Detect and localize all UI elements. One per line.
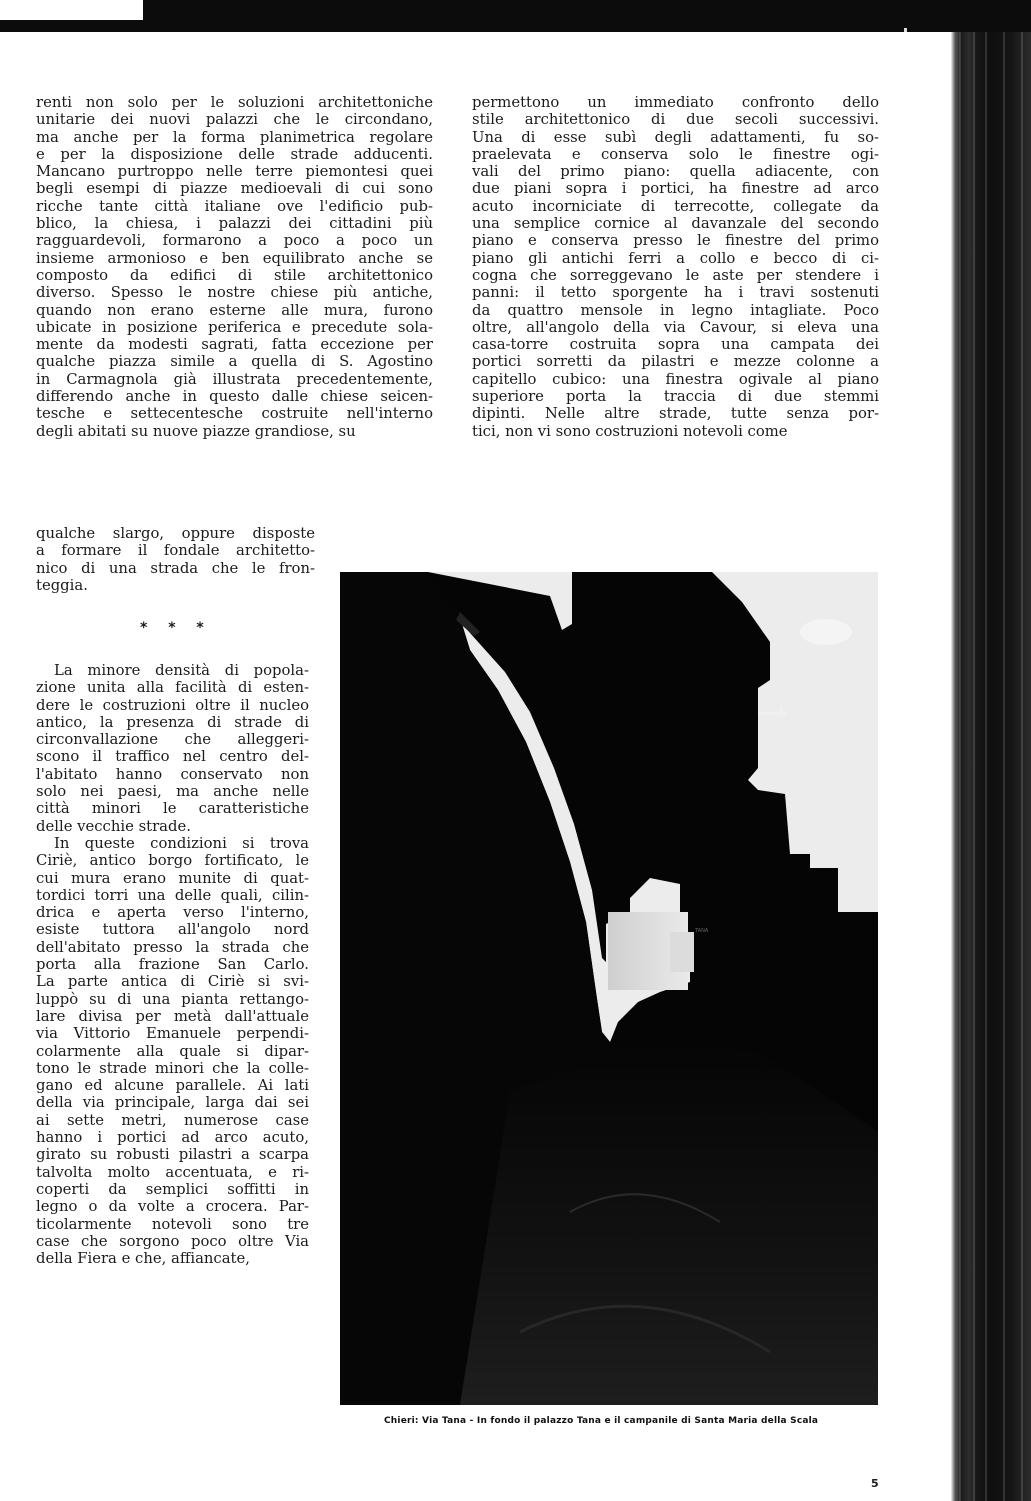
text-line: blico, la chiesa, i palazzi dei cittadini più [36,215,433,233]
scan-border-notch [0,0,143,20]
palazzo-tana-wall [670,932,694,972]
text-line: La minore densità di popola- [54,662,309,679]
left-column-top-text [36,94,433,440]
text-line: porta alla frazione San Carlo. [36,956,309,974]
text-line: cui mura erano munite di quat- [36,869,309,887]
text-line: da quattro mensole in legno intagliate. Poco [472,301,879,319]
text-line: Mancano purtroppo nelle terre piemontesi quei [36,163,433,181]
text-line: dell'abitato presso la strada che [36,938,309,956]
text-line: della via principale, larga dai sei [36,1094,309,1112]
text-line: hanno i portici ad arco acuto, [36,1129,309,1147]
text-line: begli esempi di piazze medioevali di cui sono [36,180,433,198]
text-line: ai sette metri, numerose case [36,1111,309,1129]
text-line: due piani sopra i portici, ha finestre ad arco [472,180,879,198]
text-line: In queste condizioni si trova [54,834,309,852]
text-line: coperti da semplici soffitti in [36,1180,309,1198]
text-line: ma anche per la forma planimetrica regolare [36,128,433,146]
spine-ridge [1021,32,1023,1501]
text-line: colarmente alla quale si dipar- [36,1042,309,1060]
street-pavement [460,1042,878,1405]
photo-caption: Chieri: Via Tana - In fondo il palazzo Tana e il campanile di Santa Maria della Scala [384,1416,819,1426]
text-line: antico, la presenza di strade di [36,713,309,731]
text-line: insieme armonioso e ben equilibrato anche se [36,249,433,267]
text-line: teggia. [36,576,88,594]
text-line: permettono un immediato confronto dello [472,94,879,111]
text-line: stile architettonico di due secoli successivi. [472,111,879,129]
text-line: mente da modesti sagrati, fatta eccezione per [36,336,433,354]
text-line: ragguardevoli, formarono a poco a poco un [36,232,433,250]
text-line: La parte antica di Ciriè si svi- [36,973,309,991]
street-sign-text: TANA [695,928,709,934]
text-line: città minori le caratteristiche [36,800,309,818]
text-line: l'abitato hanno conservato non [36,765,309,783]
text-line: esiste tuttora all'angolo nord [36,921,309,939]
spine-ridge [973,32,975,1501]
right-column-text [472,94,879,440]
text-line: tono le strade minori che la colle- [36,1059,309,1077]
spine-ridge [959,32,961,1501]
scan-top-border [0,0,1031,32]
photo-illustration [340,572,878,1405]
text-line: degli abitati su nuove piazze grandiose, su [36,422,356,440]
street-lamp [800,619,852,645]
text-line: unitarie dei nuovi palazzi che le circondano, [36,111,433,129]
text-line: Una di esse subì degli adattamenti, fu so- [472,128,879,146]
text-line: case che sorgono poco oltre Via [36,1232,309,1250]
section-break-asterisks: * * * [140,620,212,636]
text-line: superiore porta la traccia di due stemmi [472,388,879,406]
wall-bracket-hook [780,706,783,716]
left-column-narrow-text [36,525,315,594]
text-line: e per la disposizione delle strade adducenti. [36,145,433,163]
text-line: cogna che sorreggevano le aste per stendere i [472,266,879,284]
text-line: acuto incorniciate di terrecotte, collegate da [472,197,879,215]
text-line: quando non erano esterne alle mura, furono [36,301,433,319]
text-line: differendo anche in questo dalle chiese seicen- [36,388,433,406]
text-line: dipinti. Nelle altre strade, tutte senza por- [472,405,879,423]
text-line: zione unita alla facilità di esten- [36,679,309,697]
text-line: piano e conserva presso le finestre del primo [472,232,879,250]
text-line: oltre, all'angolo della via Cavour, si eleva una [472,318,879,336]
book-spine-edge [951,32,1031,1501]
text-line: tesche e settecentesche costruite nell'interno [36,405,433,423]
text-line: casa-torre costruita sopra una campata dei [472,336,879,354]
text-line: tordici torri una delle quali, cilin- [36,886,309,904]
left-column-bottom-text [36,662,309,1267]
text-line: nico di una strada che le fron- [36,559,315,577]
text-line: tici, non vi sono costruzioni notevoli come [472,422,788,440]
text-line: ubicate in posizione periferica e precedute sola- [36,318,433,336]
scan-artifact [904,28,907,32]
text-line: diverso. Spesso le nostre chiese più antiche, [36,284,433,302]
text-line: legno o da volte a crocera. Par- [36,1198,309,1216]
text-line: dere le costruzioni oltre il nucleo [36,696,309,714]
street-photograph [340,572,878,1405]
text-line: solo nei paesi, ma anche nelle [36,783,309,801]
text-line: praelevata e conserva solo le finestre ogi- [472,145,879,163]
text-line: via Vittorio Emanuele perpendi- [36,1025,309,1043]
text-line: una semplice cornice al davanzale del secondo [472,215,879,233]
text-line: girato su robusti pilastri a scarpa [36,1146,309,1164]
spine-ridge [985,32,987,1501]
text-line: composto da edifici di stile architettonico [36,266,433,284]
text-line: capitello cubico: una finestra ogivale al piano [472,370,879,388]
text-line: gano ed alcune parallele. Ai lati [36,1077,309,1095]
text-line: scono il traffico nel centro del- [36,748,309,766]
text-line: panni: il tetto sporgente ha i travi sostenuti [472,284,879,302]
text-line: drica e aperta verso l'interno, [36,904,309,922]
text-line: ricche tante città italiane ove l'edificio pub- [36,197,433,215]
text-line: piano gli antichi ferri a collo e becco di ci- [472,249,879,267]
text-line: qualche piazza simile a quella di S. Agostino [36,353,433,371]
text-line: Ciriè, antico borgo fortificato, le [36,852,309,870]
spine-ridge [1003,32,1005,1501]
text-line: talvolta molto accentuata, e ri- [36,1163,309,1181]
text-line: portici sorretti da pilastri e mezze colonne a [472,353,879,371]
text-line: ticolarmente notevoli sono tre [36,1215,309,1233]
text-line: renti non solo per le soluzioni architettoniche [36,94,433,111]
text-line: a formare il fondale architetto- [36,542,315,560]
text-line: della Fiera e che, affiancate, [36,1250,250,1268]
text-line: luppò su di una pianta rettango- [36,990,309,1008]
text-line: vali del primo piano: quella adiacente, con [472,163,879,181]
page-number: 5 [871,1477,879,1490]
text-line: lare divisa per metà dall'attuale [36,1007,309,1025]
text-line: in Carmagnola già illustrata precedentemente, [36,370,433,388]
text-line: qualche slargo, oppure disposte [36,525,315,542]
text-line: delle vecchie strade. [36,817,191,835]
text-line: circonvallazione che alleggeri- [36,731,309,749]
